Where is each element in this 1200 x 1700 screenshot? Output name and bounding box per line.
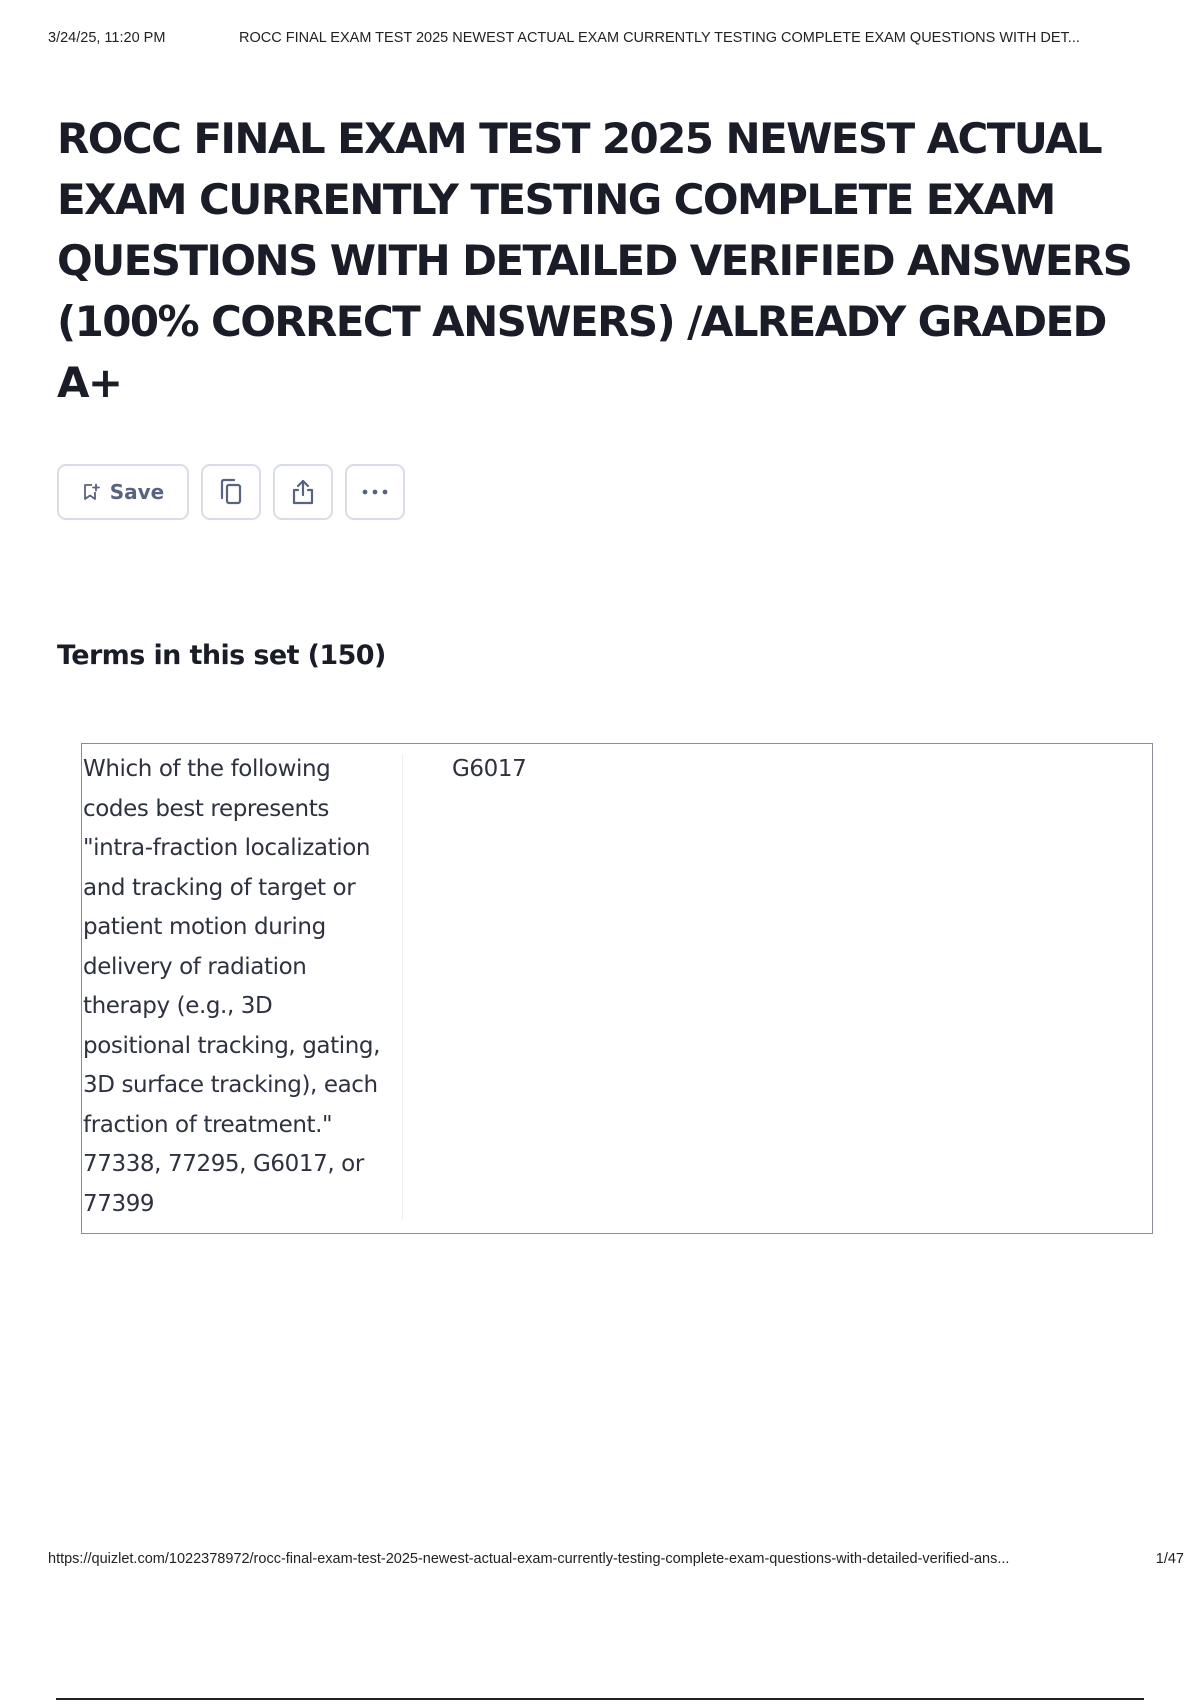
- share-icon: [290, 478, 316, 506]
- term-card: [82, 744, 1152, 1233]
- print-url: https://quizlet.com/1022378972/rocc-final-exam-test-2025-newest-actual-exam-currently-testing-complete-exam-questions-with-detailed-verified-ans...: [48, 1551, 1010, 1567]
- share-button[interactable]: [273, 464, 333, 520]
- copy-button[interactable]: [201, 464, 261, 520]
- save-button[interactable]: [57, 464, 189, 520]
- terms-heading: Terms in this set (150): [57, 640, 386, 671]
- page-title: ROCC FINAL EXAM TEST 2025 NEWEST ACTUAL EXAM CURRENTLY TESTING COMPLETE EXAM QUESTIONS WITH DETAILED VERIFIED ANSWERS (100% CORRECT ANSWERS) /ALREADY GRADED A+: [57, 114, 1132, 407]
- term-question: Which of the following codes best represents "intra-fraction localization and tracking of target or patient motion during delivery of radiation therapy (e.g., 3D positional tracking, gating, 3D surface tracking), each fraction of treatment." 77338, 77295, G6017, or 77399: [83, 756, 381, 1217]
- more-options-button[interactable]: [345, 464, 405, 520]
- term-answer: G6017: [452, 756, 527, 782]
- more-horizontal-icon: [361, 488, 389, 496]
- page-number: 1/47: [1155, 1551, 1184, 1567]
- term-divider: [402, 754, 403, 1220]
- bookmark-plus-icon: [82, 483, 100, 501]
- copy-icon: [218, 478, 244, 506]
- terms-table: [81, 743, 1153, 1234]
- print-date: 3/24/25, 11:20 PM: [48, 30, 166, 46]
- print-header: [48, 30, 1180, 50]
- print-page-title: ROCC FINAL EXAM TEST 2025 NEWEST ACTUAL EXAM CURRENTLY TESTING COMPLETE EXAM QUESTIONS WITH DET...: [239, 30, 1080, 46]
- print-footer: [48, 1551, 1184, 1571]
- save-button-label: Save: [109, 480, 165, 504]
